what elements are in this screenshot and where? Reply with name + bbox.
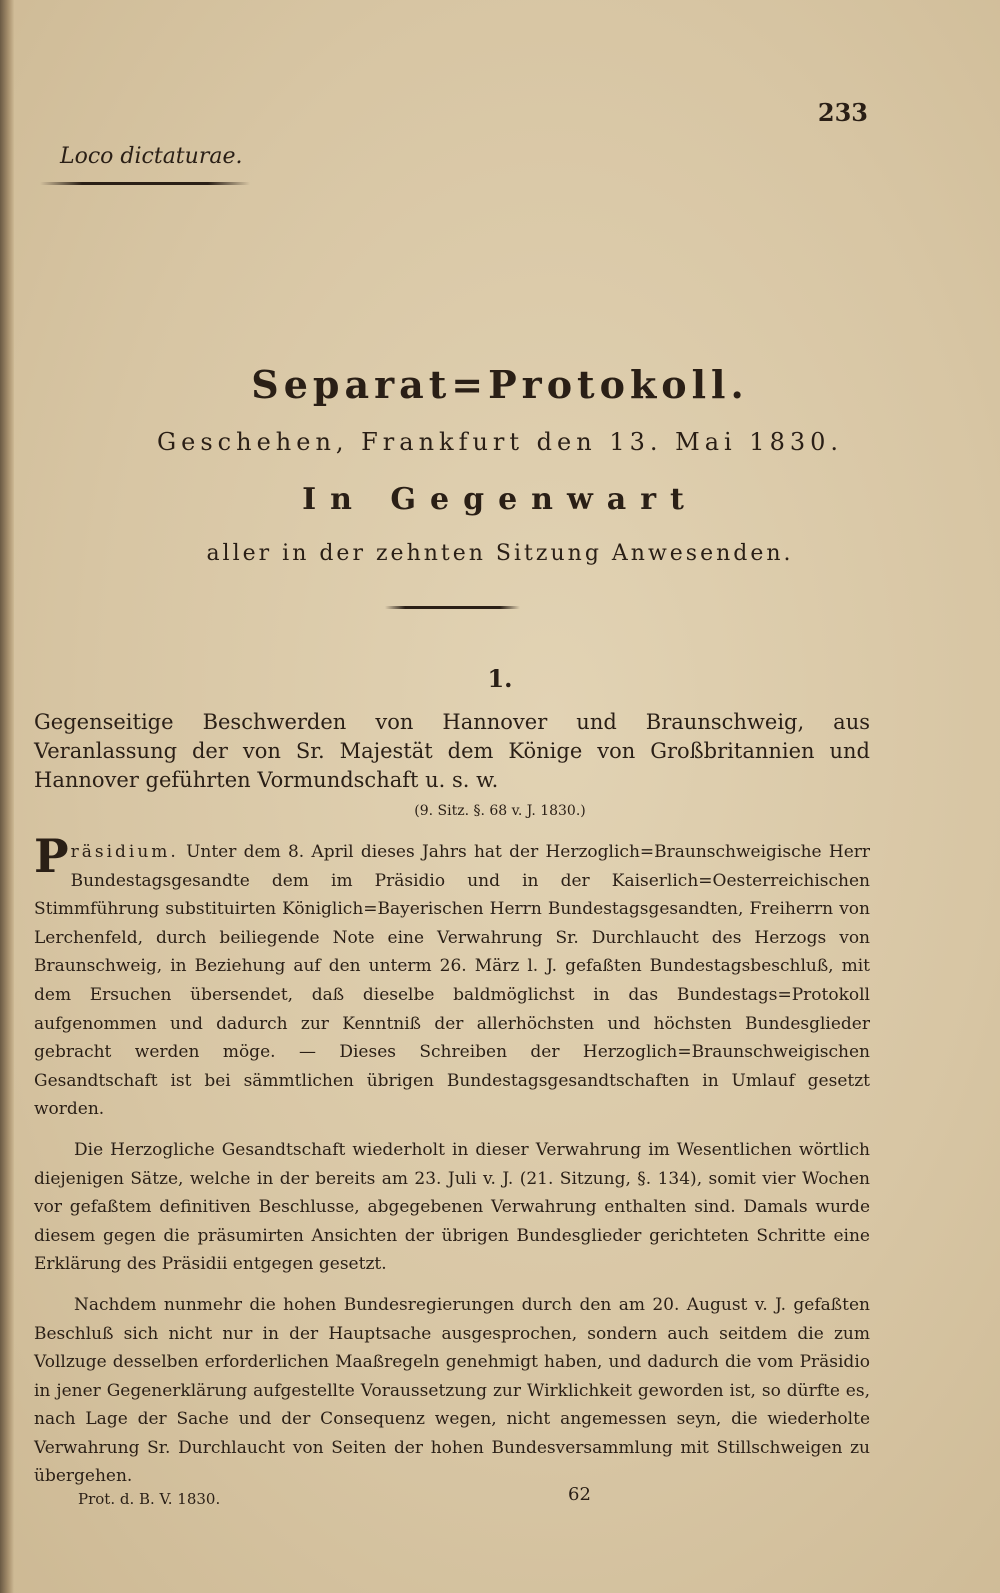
drop-cap: P: [34, 829, 69, 883]
center-rule: [385, 606, 520, 609]
footer-reference: Prot. d. B. V. 1830.: [78, 1490, 221, 1508]
date-line: Geschehen, Frankfurt den 13. Mai 1830.: [156, 428, 844, 456]
presence-heading: In Gegenwart: [302, 482, 698, 517]
paragraph-3: Nachdem nunmehr die hohen Bundesregierungen durch den am 20. August v. J. gefaßten Beschluß sich nicht nur in der Hauptsache ausgesprochen, sondern auch seitdem die zum Vollzuge desselben erforderlichen Maaßregeln genehmigt haben, und dadurch die vom Präsidio in jener Gegenerklärung aufgestellte Voraussetzung zur Wirklichkeit geworden ist, so dürfte es, nach Lage der Sache und der Consequenz wegen, nicht angemessen seyn, die wiederholte Verwahrung Sr. Durchlaucht von Seiten der hohen Bundesversammlung mit Stillschweigen zu übergehen.: [34, 1294, 870, 1487]
page-number: 233: [817, 98, 868, 127]
citation: (9. Sitz. §. 68 v. J. 1830.): [414, 803, 586, 819]
ornamental-rule: [40, 182, 250, 185]
margin-note: Loco dictaturae.: [60, 144, 243, 169]
page-gutter: [0, 0, 14, 1593]
paragraph-2: Die Herzogliche Gesandtschaft wiederholt in dieser Verwahrung im Wesentlichen wörtlich diejenigen Sätze, welche in der bereits am 23. Juli v. J. (21. Sitzung, §. 134), somit vier Wochen vor gefaßtem definitiven Beschlusse, abgegebenen Verwahrung enthalten sind. Damals wurde diesem gegen die präsumirten Ansichten der übrigen Bundesglieder gerichteten Schritte eine Erklärung des Präsidii entgegen gesetzt.: [34, 1139, 870, 1275]
body-text: [34, 829, 871, 1503]
paragraph-1: [34, 829, 871, 1124]
signature-mark: 62: [568, 1484, 591, 1505]
document-title: Separat=Protokoll.: [251, 362, 749, 407]
section-number: 1.: [487, 664, 513, 693]
paragraph-1-text: Unter dem 8. April dieses Jahrs hat der Herzoglich=Braunschweigische Herr Bundestagsgesandte dem im Präsidio und in der Kaiserlich=Oesterreichischen Stimmführung substituirten Königlich=Bayerischen Herrn Bundestagsgesandten, Freiherrn von Lerchenfeld, durch beiliegende Note eine Verwahrung Sr. Durchlaucht des Herzogs von Braunschweig, in Beziehung auf den unterm 26. März l. J. gefaßten Bundestagsbeschluß, mit dem Ersuchen übersendet, daß dieselbe baldmöglichst in das Bundestags=Protokoll aufgenommen und dadurch zur Kenntniß der allerhöchsten und höchsten Bundesglieder gebracht werden möge. — Dieses Schreiben der Herzoglich=Braunschweigischen Gesandtschaft ist bei sämmtlichen übrigen Bundestagsgesandtschaften in Umlauf gesetzt worden.: [34, 842, 871, 1120]
section-heading: Gegenseitige Beschwerden von Hannover und Braunschweig, aus Veranlassung der von Sr. Majestät dem Könige von Großbritannien und Hannover geführten Vormundschaft u. s. w.: [34, 710, 870, 792]
attendees-line: aller in der zehnten Sitzung Anwesenden.: [206, 541, 794, 566]
speaker-label: räsidium.: [70, 842, 179, 862]
